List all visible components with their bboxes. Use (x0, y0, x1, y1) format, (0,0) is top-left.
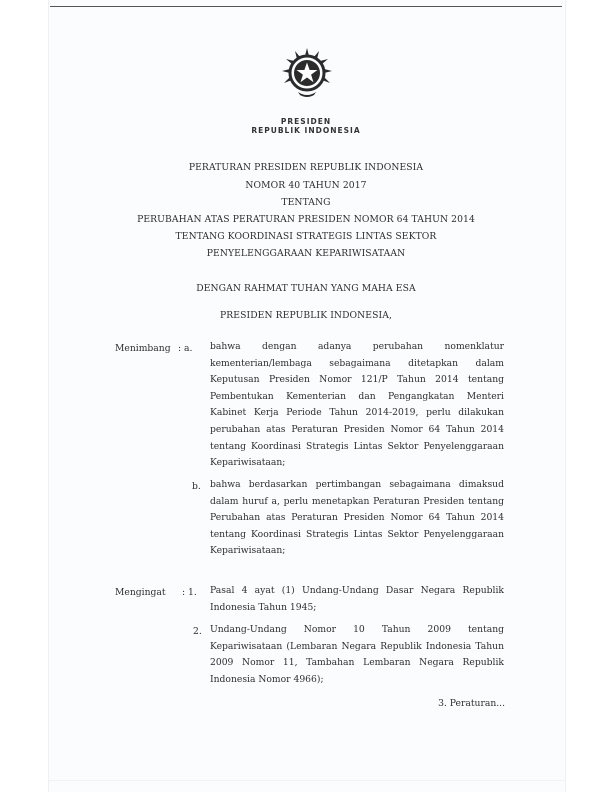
menimbang-item-b-marker: b. (192, 481, 201, 492)
regulation-subject-line-3: PENYELENGGARAAN KEPARIWISATAAN (206, 248, 406, 259)
invocation: DENGAN RAHMAT TUHAN YANG MAHA ESA (196, 283, 416, 294)
page-continuation: 3. Peraturan... (438, 698, 505, 709)
mengingat-item-2-text: Undang-Undang Nomor 10 Tahun 2009 tentang Kepariwisataan (Lembaran Negara Republik Indonesia Tahun 2009 Nomor 11, Tambahan Lembaran Negara Republik Indonesia Nomor 4966); (210, 624, 504, 685)
mengingat-item-2-marker: 2. (193, 626, 202, 637)
mengingat-label: Mengingat (115, 587, 166, 598)
authority-heading: PRESIDEN REPUBLIK INDONESIA, (219, 310, 392, 321)
garuda-star-emblem-icon (278, 44, 336, 102)
regulation-title: PERATURAN PRESIDEN REPUBLIK INDONESIA (188, 162, 424, 173)
regulation-subject-line-1: PERUBAHAN ATAS PERATURAN PRESIDEN NOMOR 64 TAHUN 2014 (137, 214, 475, 225)
menimbang-item-b-text: bahwa berdasarkan pertimbangan sebagaimana dimaksud dalam huruf a, perlu menetapkan Peraturan Presiden tentang Perubahan atas Peraturan Presiden Nomor 64 Tahun 2014 tentang Koordinasi Strategis Lintas Sektor Penyelenggaraan Kepariwisataan; (210, 479, 504, 557)
mengingat-item-1-marker: : 1. (182, 587, 197, 598)
seal-title-presiden: PRESIDEN (280, 117, 332, 126)
menimbang-item-a-text: bahwa dengan adanya perubahan nomenklatur kementerian/lembaga sebagaimana ditetapkan dalam Keputusan Presiden Nomor 121/P Tahun 2014 tentang Pembentukan Kementerian dan Pengangkatan Menteri Kabinet Kerja Periode Tahun 2014-2019, perlu dilakukan perubahan atas Peraturan Presiden Nomor 64 Tahun 2014 tentang Koordinasi Strategis Lintas Sektor Penyelenggaraan Kepariwisataan; (210, 341, 504, 469)
menimbang-item-a-marker: : a. (178, 343, 193, 354)
regulation-number: NOMOR 40 TAHUN 2017 (245, 180, 367, 191)
mengingat-item-1-text: Pasal 4 ayat (1) Undang-Undang Dasar Negara Republik Indonesia Tahun 1945; (210, 585, 504, 613)
seal-title-republik: REPUBLIK INDONESIA (251, 126, 361, 135)
top-border-line (50, 6, 562, 7)
regulation-tentang: TENTANG (281, 197, 331, 208)
page-bottom-edge (48, 780, 566, 781)
menimbang-label: Menimbang (115, 343, 171, 354)
regulation-subject-line-2: TENTANG KOORDINASI STRATEGIS LINTAS SEKTOR (175, 231, 437, 242)
